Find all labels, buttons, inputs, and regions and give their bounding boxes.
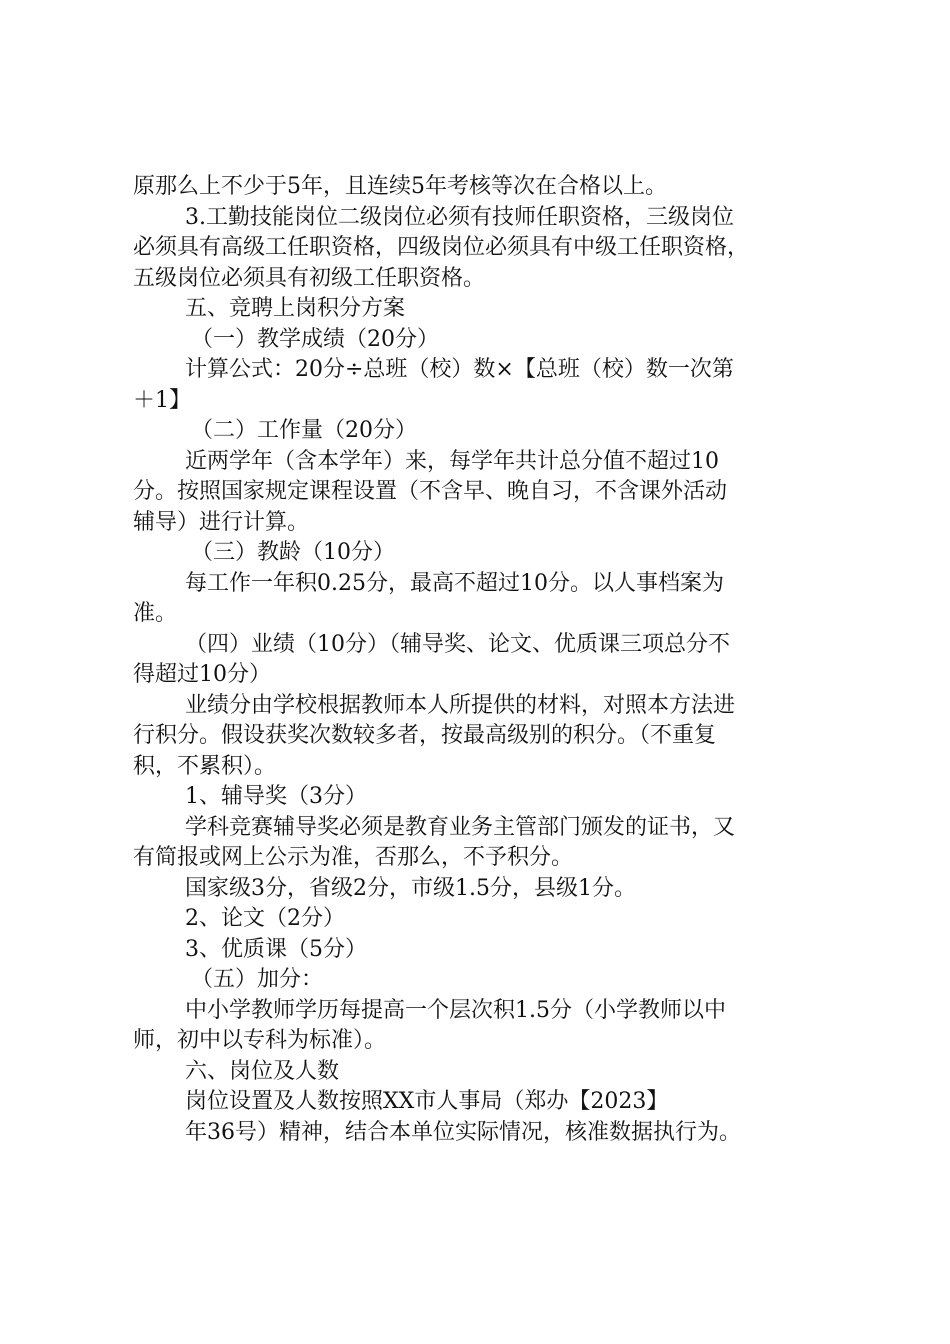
text-line: 业绩分由学校根据教师本人所提供的材料，对照本方法进 bbox=[185, 692, 736, 718]
text-line: 有简报或网上公示为准，否那么，不予积分。 bbox=[133, 845, 574, 870]
subsection-heading: （四）业绩（10分）（辅导奖、论文、优质课三项总分不 bbox=[185, 631, 730, 657]
text-line: 年36号）精神，结合本单位实际情况，核准数据执行为。 bbox=[185, 1119, 741, 1145]
document-body bbox=[133, 172, 833, 1148]
text-line: ＋1】 bbox=[133, 387, 191, 413]
text-line: 中小学教师学历每提高一个层次积1.5分（小学教师以中 bbox=[185, 997, 726, 1023]
text-line: 学科竞赛辅导奖必须是教育业务主管部门颁发的证书，又 bbox=[185, 814, 736, 840]
text-line: 3.工勤技能岗位二级岗位必须有技师任职资格，三级岗位 bbox=[185, 204, 734, 230]
text-line: 原那么上不少于5年，且连续5年考核等次在合格以上。 bbox=[133, 174, 667, 199]
item-heading: 3、优质课（5分） bbox=[185, 936, 367, 962]
text-line: 每工作一年积0.25分，最高不超过10分。以人事档案为 bbox=[185, 570, 724, 596]
text-line: 辅导）进行计算。 bbox=[133, 509, 310, 535]
item-heading: 2、论文（2分） bbox=[185, 906, 345, 931]
text-line: 近两学年（含本学年）来，每学年共计总分值不超过10 bbox=[185, 448, 719, 474]
item-heading: 1、辅导奖（3分） bbox=[185, 784, 367, 809]
text-line: 得超过10分） bbox=[133, 662, 271, 687]
text-line: 必须具有高级工任职资格，四级岗位必须具有中级工任职资格， bbox=[133, 235, 750, 260]
text-line: 计算公式：20分÷总班（校）数×【总班（校）数一次第 bbox=[185, 357, 734, 382]
subsection-heading: （二）工作量（20分） bbox=[191, 418, 417, 443]
section-heading: 五、竞聘上岗积分方案 bbox=[185, 296, 406, 321]
text-line: 分。按照国家规定课程设置（不含早、晚自习，不含课外活动 bbox=[133, 479, 728, 504]
text-line: 国家级3分，省级2分，市级1.5分，县级1分。 bbox=[185, 875, 636, 901]
subsection-heading: （三）教龄（10分） bbox=[191, 540, 395, 565]
text-line: 准。 bbox=[133, 601, 178, 626]
text-line: 五级岗位必须具有初级工任职资格。 bbox=[133, 265, 486, 291]
subsection-heading: （五）加分： bbox=[191, 967, 324, 992]
text-line: 师，初中以专科为标准）。 bbox=[133, 1028, 387, 1053]
text-line: 积，不累积）。 bbox=[133, 753, 277, 779]
text-line: 行积分。假设获奖次数较多者，按最高级别的积分。（不重复 bbox=[133, 723, 717, 748]
subsection-heading: （一）教学成绩（20分） bbox=[191, 326, 439, 352]
text-line: 岗位设置及人数按照XX市人事局（郑办【2023】 bbox=[185, 1089, 669, 1114]
section-heading: 六、岗位及人数 bbox=[185, 1058, 340, 1084]
